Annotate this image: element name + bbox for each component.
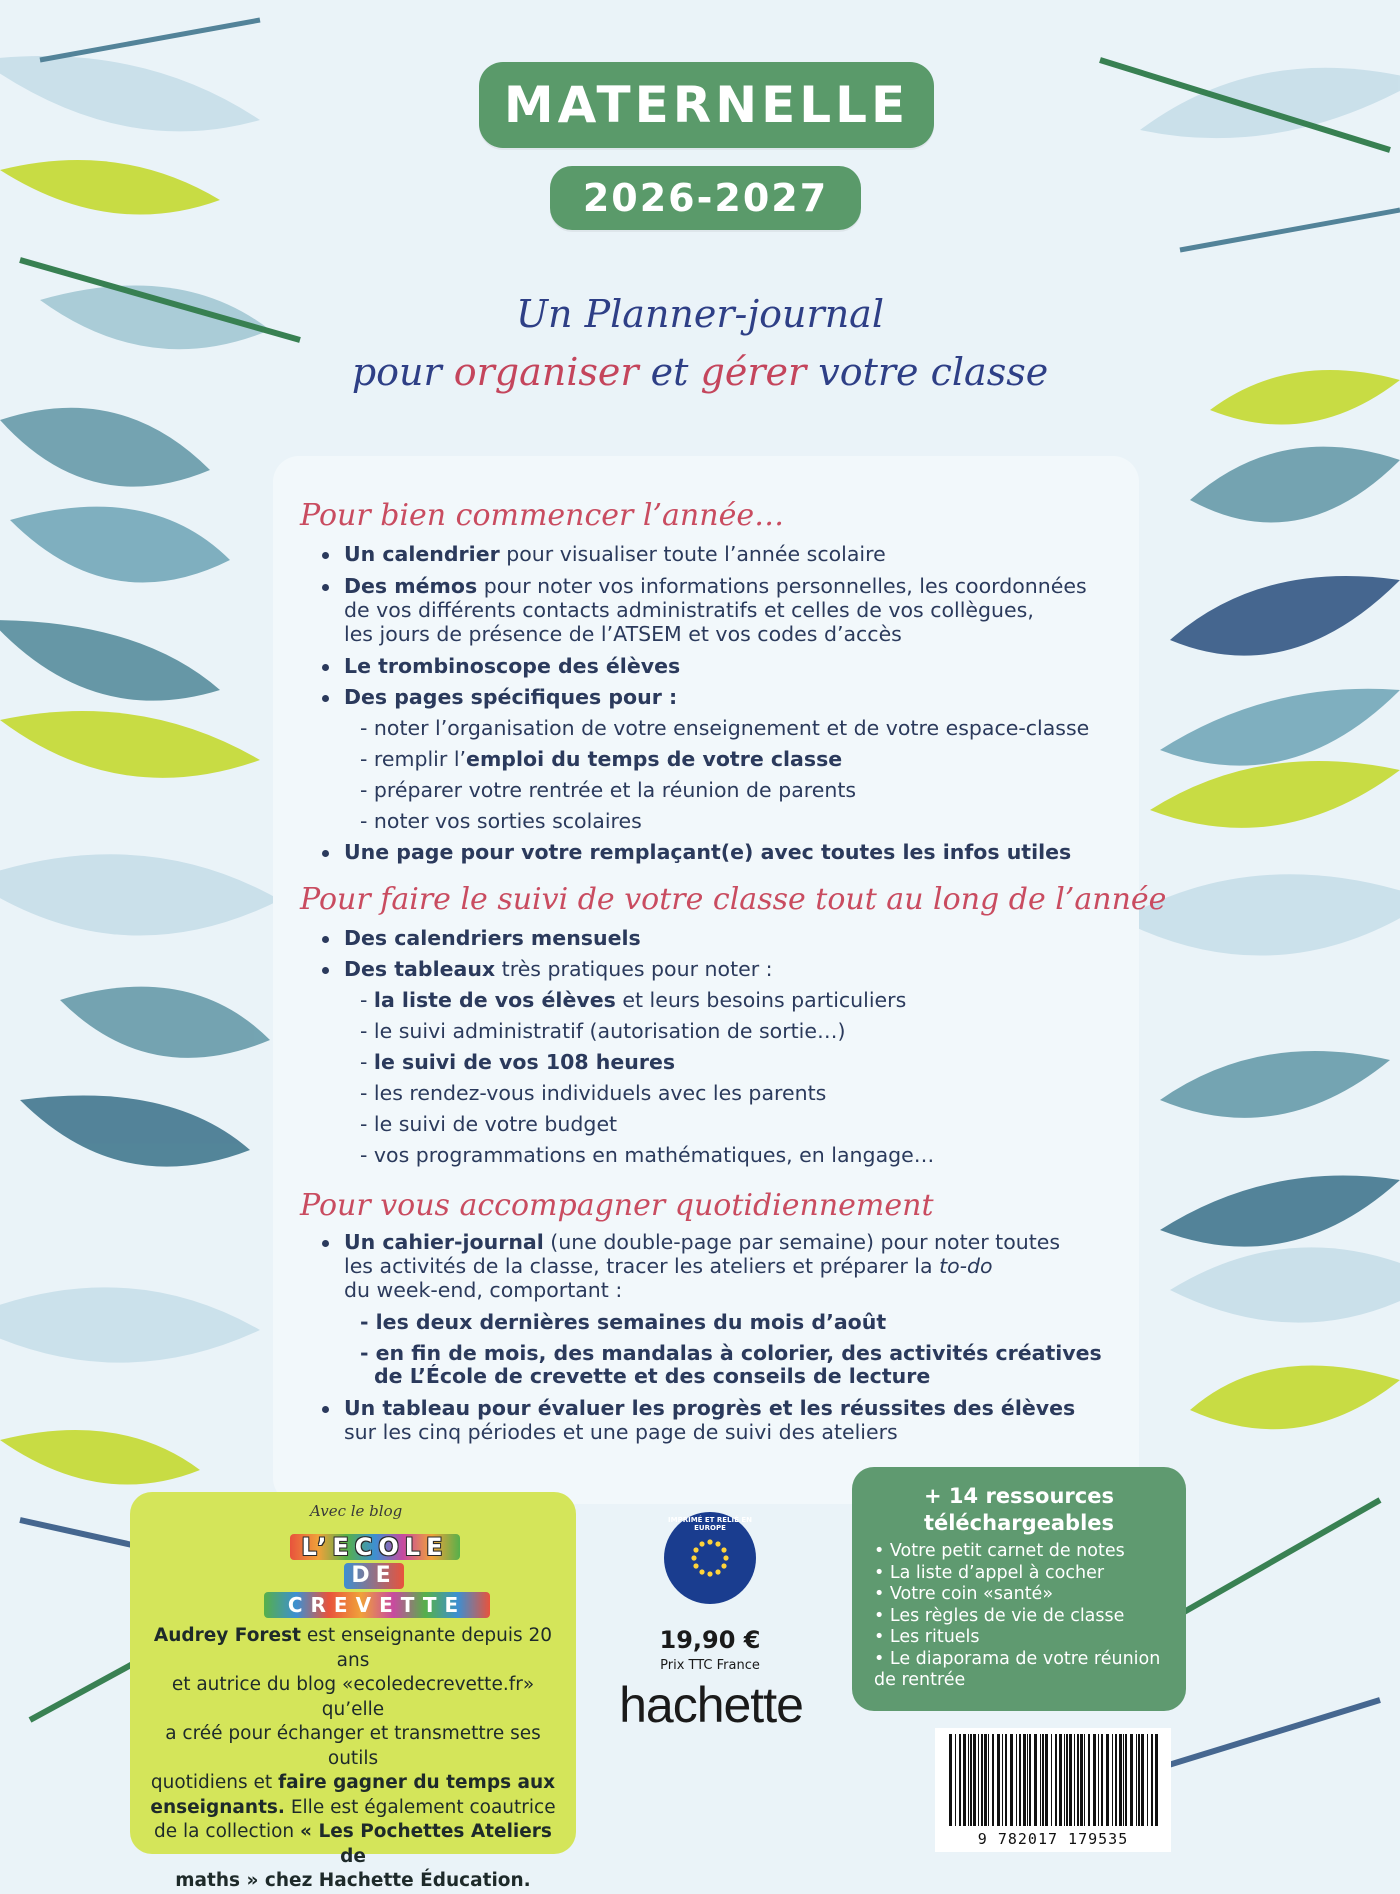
title-pill: MATERNELLE <box>479 62 934 148</box>
s3-l4b: - les deux dernières semaines du mois d’août <box>360 1310 887 1334</box>
resource-item: • Votre coin «santé» <box>874 1584 1054 1604</box>
resource-item: • Votre petit carnet de notes <box>874 1541 1125 1561</box>
s3-l1: (une double-page par semaine) pour noter toutes <box>543 1230 1061 1254</box>
logo-line3: CREVETTE <box>264 1592 490 1618</box>
barcode-bar <box>968 1734 969 1826</box>
price-note: Prix TTC France <box>660 1658 760 1673</box>
s3-l8: sur les cinq périodes et une page de suivi des ateliers <box>344 1420 898 1444</box>
tagline-votre-classe: votre classe <box>818 350 1049 394</box>
s3-l5b: - en fin de mois, des mandalas à colorier, des activités créatives <box>360 1341 1102 1365</box>
s2-l2: très pratiques pour noter : <box>495 957 773 981</box>
barcode-bar <box>978 1734 979 1826</box>
isbn-number: 9 782017 179535 <box>977 1830 1129 1848</box>
barcode-bar <box>1059 1734 1062 1826</box>
blog-t5: Elle est également coautrice <box>284 1796 556 1818</box>
barcode-bar <box>1101 1734 1103 1826</box>
resources-title1: + 14 ressources <box>924 1484 1114 1508</box>
s1-l10: - noter vos sorties scolaires <box>360 809 642 833</box>
s1-l1b: Un calendrier <box>344 542 500 566</box>
tagline-gerer: gérer <box>700 350 807 394</box>
barcode-bar <box>992 1734 994 1826</box>
barcode-bar <box>1069 1734 1072 1826</box>
barcode-bar <box>1002 1734 1003 1826</box>
s1-l8: - remplir l’ <box>360 747 467 771</box>
barcode-bar <box>1138 1734 1140 1826</box>
s2-l6: - les rendez-vous individuels avec les parents <box>360 1081 827 1105</box>
barcode-bar <box>1042 1734 1044 1826</box>
blog-t4: quotidiens et <box>150 1772 279 1793</box>
blog-t1: est enseignante depuis 20 ans <box>300 1625 553 1671</box>
s3-l2: les activités de la classe, tracer les ateliers et préparer la <box>344 1254 940 1278</box>
s3-l3: du week-end, comportant : <box>344 1278 623 1302</box>
resource-item: de rentrée <box>874 1670 966 1690</box>
barcode-bar <box>1123 1734 1124 1826</box>
blog-t2: et autrice du blog «ecoledecrevette.fr» qu’elle <box>171 1674 535 1720</box>
barcode-bar <box>1027 1734 1028 1826</box>
tagline-line1: Un Planner-journal <box>516 292 884 336</box>
barcode-bar <box>970 1734 972 1826</box>
s1-l3: de vos différents contacts administratifs et celles de vos collègues, <box>344 598 1034 622</box>
s1-l6b: Des pages spécifiques pour : <box>344 685 678 709</box>
barcode-bar <box>1016 1734 1017 1826</box>
barcode-bars <box>935 1728 1171 1832</box>
s1-l8b: emploi du temps de votre classe <box>466 747 843 771</box>
tagline-line2 <box>300 343 1100 401</box>
barcode-bar <box>1125 1734 1127 1826</box>
blog-t3: a créé pour échanger et transmettre ses outils <box>165 1723 541 1769</box>
resources-box <box>852 1467 1186 1711</box>
s2-l8: - vos programmations en mathématiques, en langage… <box>360 1143 935 1167</box>
blog-t4b: faire gagner du temps aux <box>278 1772 556 1793</box>
blog-t1b: Audrey Forest <box>153 1625 301 1646</box>
blog-avec-label: Avec le blog <box>310 1502 403 1520</box>
year-pill: 2026-2027 <box>550 166 861 230</box>
barcode-bar <box>1005 1734 1007 1826</box>
barcode-bar <box>955 1734 956 1826</box>
eu-print-badge <box>664 1512 756 1604</box>
barcode-bar <box>1055 1734 1057 1826</box>
barcode-bar <box>1010 1734 1013 1826</box>
tagline-organiser: organiser <box>453 350 639 394</box>
s1-l4: les jours de présence de l’ATSEM et vos codes d’accès <box>344 622 902 646</box>
barcode-bar <box>981 1734 983 1826</box>
barcode-bar <box>973 1734 976 1826</box>
barcode-bar <box>1141 1734 1144 1826</box>
resource-item: • Les rituels <box>874 1627 980 1647</box>
s2-l2b: Des tableaux <box>344 957 496 981</box>
tagline-pour: pour <box>351 350 442 394</box>
barcode-bar <box>1080 1734 1083 1826</box>
s3-l6b: de L’École de crevette et des conseils de lecture <box>374 1364 931 1388</box>
barcode-bar <box>1040 1734 1041 1826</box>
section1-heading: Pour bien commencer l’année… <box>300 498 785 533</box>
barcode-bar <box>1074 1734 1075 1826</box>
barcode-bar <box>1136 1734 1137 1826</box>
tagline <box>300 285 1100 401</box>
publisher-logo: hachette <box>619 1677 803 1733</box>
s2-l7: - le suivi de votre budget <box>360 1112 618 1136</box>
s2-l5: - <box>360 1050 374 1074</box>
barcode-bar <box>1077 1734 1079 1826</box>
s2-l1b: Des calendriers mensuels <box>344 926 641 950</box>
barcode-bar <box>1155 1734 1158 1826</box>
s2-l3: - <box>360 988 374 1012</box>
barcode-bar <box>1051 1734 1052 1826</box>
s3-l1b: Un cahier-journal <box>344 1230 544 1254</box>
s1-l7: - noter l’organisation de votre enseignement et de votre espace-classe <box>360 716 1090 740</box>
blog-text <box>140 1624 566 1894</box>
badge-text: IMPRIMÉ ET RELIÉ EN EUROPE <box>668 1516 752 1532</box>
barcode-bar <box>1151 1734 1153 1826</box>
barcode-bar <box>1088 1734 1090 1826</box>
barcode-bar <box>1098 1734 1099 1826</box>
resources-title <box>852 1483 1186 1537</box>
s2-l5b: le suivi de vos 108 heures <box>373 1050 676 1074</box>
barcode-bar <box>1084 1734 1085 1826</box>
logo-line1: L’ECOLE <box>290 1534 460 1560</box>
blog-t6b: « Les Pochettes Ateliers de <box>300 1821 552 1867</box>
tagline-et: et <box>650 350 689 394</box>
barcode-bar <box>1034 1734 1037 1826</box>
s1-l9: - préparer votre rentrée et la réunion de parents <box>360 778 857 802</box>
price: 19,90 € <box>659 1626 761 1654</box>
barcode-bar <box>1147 1734 1148 1826</box>
s1-l2b: Des mémos <box>344 574 478 598</box>
s3-l2i: to-do <box>939 1254 993 1278</box>
s2-l4: - le suivi administratif (autorisation de sortie…) <box>360 1019 846 1043</box>
blog-t7b: maths » chez Hachette Éducation. <box>175 1870 531 1891</box>
barcode-bar <box>984 1734 987 1826</box>
barcode-bar <box>1023 1734 1026 1826</box>
blog-t6: de la collection <box>154 1821 301 1842</box>
barcode-bar <box>1106 1734 1109 1826</box>
s3-l7b: Un tableau pour évaluer les progrès et les réussites des élèves <box>344 1396 1076 1420</box>
s1-l5b: Le trombinoscope des élèves <box>344 654 681 678</box>
blog-t5b: enseignants. <box>150 1796 285 1818</box>
logo-line2: DE <box>344 1563 404 1589</box>
barcode-bar <box>1130 1734 1133 1826</box>
resources-list <box>874 1541 1160 1692</box>
barcode-bar <box>1019 1734 1021 1826</box>
barcode-bar <box>959 1734 961 1826</box>
resource-item: • Les règles de vie de classe <box>874 1605 1125 1626</box>
resource-item: • La liste d’appel à cocher <box>874 1562 1105 1583</box>
s1-l1: pour visualiser toute l’année scolaire <box>499 542 886 566</box>
barcode-bar <box>997 1734 1000 1826</box>
barcode-bar <box>988 1734 989 1826</box>
barcode-bar <box>949 1734 952 1826</box>
barcode-bar <box>1115 1734 1117 1826</box>
s1-l2: pour noter vos informations personnelles, les coordonnées <box>477 574 1087 598</box>
s2-l3c: et leurs besoins particuliers <box>615 988 907 1012</box>
barcode-bar <box>1112 1734 1113 1826</box>
barcode-bar <box>1119 1734 1122 1826</box>
section2-heading: Pour faire le suivi de votre classe tout au long de l’année <box>300 882 1167 917</box>
resource-item: • Le diaporama de votre réunion <box>874 1648 1161 1669</box>
barcode-bar <box>1064 1734 1065 1826</box>
section3-heading: Pour vous accompagner quotidiennement <box>300 1188 934 1223</box>
barcode-bar <box>963 1734 966 1826</box>
resources-title2: téléchargeables <box>923 1511 1115 1535</box>
barcode-bar <box>1029 1734 1031 1826</box>
s1-l11b: Une page pour votre remplaçant(e) avec toutes les infos utiles <box>344 840 1072 864</box>
barcode-bar <box>1093 1734 1096 1826</box>
s2-l3b: la liste de vos élèves <box>373 988 616 1012</box>
barcode-bar <box>1045 1734 1048 1826</box>
barcode-bar <box>1066 1734 1068 1826</box>
